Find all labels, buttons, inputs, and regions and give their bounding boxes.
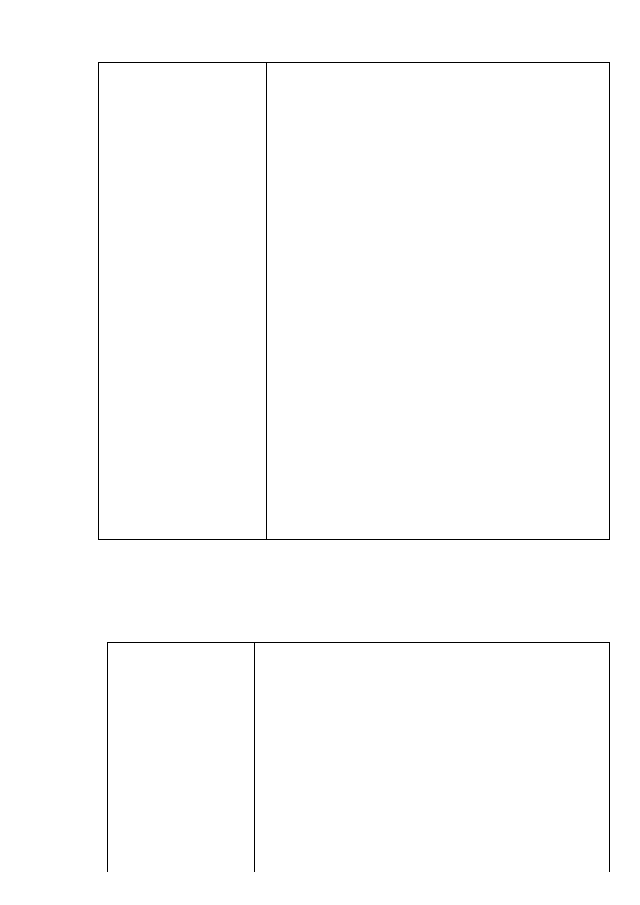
indicators-label-line-1 — [110, 645, 250, 663]
paragraph-1-line-1 — [133, 561, 610, 579]
indicators-label-cell — [110, 645, 250, 681]
funding-table — [98, 62, 610, 540]
indicators-label-line-2 — [110, 663, 250, 681]
table-column-divider — [254, 643, 255, 872]
table-column-divider — [266, 63, 267, 539]
paragraph-1-line-2 — [98, 579, 610, 597]
paragraph-2-line-1 — [141, 611, 602, 629]
